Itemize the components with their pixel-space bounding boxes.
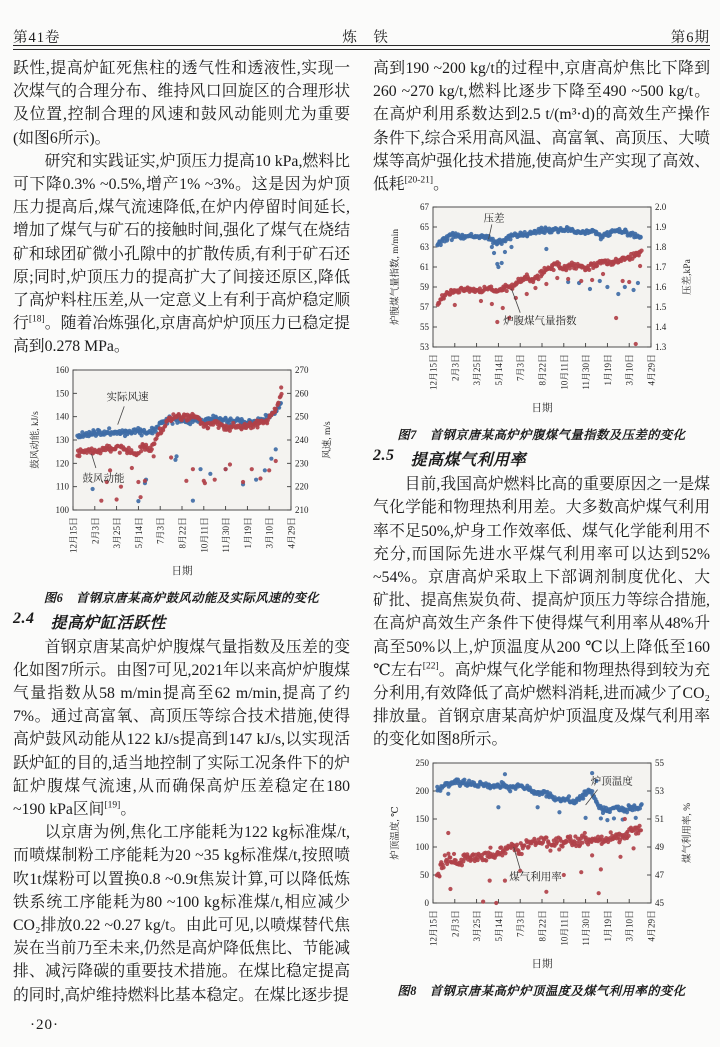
svg-text:炉腹煤气量指数: 炉腹煤气量指数: [503, 316, 577, 328]
section-heading-2-5: [373, 447, 710, 470]
section-heading-2-4: [13, 610, 350, 633]
svg-text:11月30日: 11月30日: [581, 909, 592, 946]
svg-text:10月11日: 10月11日: [559, 909, 570, 946]
svg-text:230: 230: [295, 457, 309, 468]
paragraph: 研究和实践证实,炉顶压力提高10 kPa,燃料比可下降0.3% ~0.5%,增产1% ~3%。这是因为炉顶压力提高后,煤气流速降低,在炉内停留时间延长,增加了煤气与矿石的接触时间,强化了煤气在烧结矿和球团矿微小孔隙中的扩散传质,有利于矿石还原;同时,炉顶压力的提高扩大了间接还原区,降低了高炉料柱压差,从一定意义上有利于高炉稳定顺行[18]。随着冶炼强化,京唐高炉炉顶压力已稳定提高到0.278 MPa。: [13, 152, 350, 356]
svg-text:风速, m/s: 风速, m/s: [323, 420, 333, 459]
svg-text:100: 100: [415, 841, 429, 852]
figure6-caption: 图6 首钢京唐某高炉鼓风动能及实际风速的变化: [43, 590, 320, 605]
svg-text:250: 250: [415, 757, 429, 768]
svg-text:3月10日: 3月10日: [264, 516, 275, 549]
svg-text:55: 55: [655, 757, 664, 768]
figure7-scatter-chart: [385, 199, 710, 424]
svg-text:150: 150: [415, 813, 429, 824]
paragraph: 首钢京唐某高炉炉腹煤气量指数及压差的变化如图7所示。由图7可见,2021年以来高炉炉腹煤气量指数从58 m/min提高至62 m/min,提高了约7%。通过高富氧、高顶压等综合技术措施,使得高炉鼓风动能从122 kJ/s提高到147 kJ/s,以实现活跃炉缸的目的,适当地控制了实际工况条件下的炉缸炉腹煤气流速,从而确保高炉压差稳定在180 ~190 kPa区间[19]。: [13, 638, 350, 819]
right-column: [373, 57, 710, 1007]
svg-text:鼓风动能: 鼓风动能: [82, 472, 125, 484]
page-number: ·20·: [30, 1017, 59, 1033]
svg-text:3月10日: 3月10日: [624, 354, 635, 386]
svg-text:8月22日: 8月22日: [537, 354, 548, 386]
figure7-caption: 图7 首钢京唐某高炉炉腹煤气量指数及压差的变化: [397, 428, 686, 443]
svg-text:65: 65: [420, 222, 429, 233]
svg-text:45: 45: [655, 897, 664, 908]
svg-text:7月3日: 7月3日: [515, 909, 526, 937]
svg-text:12月15日: 12月15日: [68, 516, 79, 553]
svg-text:3月10日: 3月10日: [624, 909, 635, 942]
svg-text:260: 260: [295, 387, 309, 398]
svg-text:110: 110: [55, 481, 69, 492]
svg-text:10月11日: 10月11日: [559, 354, 570, 390]
svg-text:4月29日: 4月29日: [286, 516, 297, 549]
svg-text:49: 49: [655, 841, 664, 852]
svg-text:5月14日: 5月14日: [493, 909, 504, 942]
page-header: [13, 26, 710, 47]
svg-text:240: 240: [295, 434, 309, 445]
svg-text:1.3: 1.3: [655, 342, 667, 353]
svg-text:150: 150: [55, 387, 69, 398]
paragraph: 跃性,提高炉缸死焦柱的透气性和透液性,实现一次煤气的合理分布、维持风口回旋区的合理形状及位置,控制合理的风速和鼓风动能则尤为重要(如图6所示)。: [13, 60, 350, 147]
svg-text:220: 220: [295, 481, 309, 492]
figure8-caption: 图8 首钢京唐某高炉炉顶温度及煤气利用率的变化: [397, 983, 686, 998]
svg-text:1月19日: 1月19日: [602, 354, 613, 386]
svg-text:100: 100: [55, 504, 69, 515]
paragraph: 目前,我国高炉燃料比高的重要原因之一是煤气化学能和物理热利用差。大多数高炉煤气利用率不足50%,炉身工作效率低、煤气化学能利用不充分,而国际先进水平煤气利用率可以达到52% ~54%。京唐高炉采取上下部调剂制度优化、大矿批、提高焦炭负荷、提高炉顶压力等综合措施,在高炉高效生产条件下使得煤气利用率从48%升高至50%以上,炉顶温度从200 ℃以上降低至160 ℃左右[22]。高炉煤气化学能和物理热得到较为充分利用,有效降低了高炉燃料消耗,进而减少了CO₂排放量。首钢京唐某高炉炉顶温度及煤气利用率的变化如图8所示。: [373, 476, 710, 749]
svg-text:130: 130: [55, 434, 69, 445]
svg-text:270: 270: [295, 364, 309, 375]
svg-text:63: 63: [420, 242, 429, 253]
svg-text:日期: 日期: [531, 958, 553, 970]
svg-text:2月3日: 2月3日: [90, 516, 101, 544]
svg-text:鼓风动能, kJ/s: 鼓风动能, kJ/s: [31, 410, 41, 469]
svg-text:8月22日: 8月22日: [537, 909, 548, 942]
svg-text:250: 250: [295, 411, 309, 422]
svg-text:47: 47: [655, 869, 664, 880]
section-title: 提高煤气利用率: [410, 452, 527, 470]
header-double-rule: [13, 45, 710, 50]
svg-text:2.0: 2.0: [655, 202, 667, 213]
svg-text:1.8: 1.8: [655, 242, 667, 253]
svg-text:67: 67: [420, 202, 429, 213]
svg-text:4月29日: 4月29日: [646, 909, 657, 942]
svg-text:3月25日: 3月25日: [112, 516, 123, 549]
figure6: [13, 362, 350, 606]
svg-text:5月14日: 5月14日: [493, 354, 504, 386]
svg-text:160: 160: [55, 364, 69, 375]
svg-text:4月29日: 4月29日: [646, 354, 657, 386]
svg-text:53: 53: [420, 342, 429, 353]
svg-text:压差: 压差: [483, 213, 505, 225]
svg-text:1月19日: 1月19日: [242, 516, 253, 549]
svg-text:炉顶温度: 炉顶温度: [590, 776, 633, 788]
svg-text:200: 200: [415, 785, 429, 796]
section-number: 2.4: [13, 609, 35, 627]
svg-text:11月30日: 11月30日: [221, 516, 232, 553]
svg-text:煤气利用率: 煤气利用率: [509, 871, 562, 883]
svg-text:炉顶温度, ℃: 炉顶温度, ℃: [391, 805, 401, 860]
svg-text:210: 210: [295, 504, 309, 515]
svg-text:1月19日: 1月19日: [602, 909, 613, 942]
paragraph: 以京唐为例,焦化工序能耗为122 kg标准煤/t,而喷煤制粉工序能耗为20 ~35 kg标准煤/t,按照喷吹1t煤粉可以置换0.8 ~0.9t焦炭计算,可以降低炼铁系统工序能耗为80 ~100 kg标准煤/t,相应减少CO₂排放0.22 ~0.27 kg/t。由此可见,以喷煤替代焦炭在当前乃至未来,仍然是高炉降低焦比、节能减排、减污降碳的重要技术措施。在煤比稳定提高的同时,高炉维持燃料比基本稳定。在煤比逐步提: [13, 824, 350, 1004]
svg-text:51: 51: [655, 813, 664, 824]
left-column: [13, 57, 350, 1007]
svg-text:炉腹煤气量指数, m/min: 炉腹煤气量指数, m/min: [391, 229, 401, 326]
figure8: [373, 755, 710, 999]
header-issue: 第6期: [670, 30, 710, 46]
svg-text:1.9: 1.9: [655, 222, 667, 233]
svg-text:2月3日: 2月3日: [450, 909, 461, 937]
svg-text:61: 61: [420, 262, 429, 273]
header-volume: 第41卷: [13, 30, 61, 46]
svg-text:日期: 日期: [531, 403, 553, 415]
svg-text:1.6: 1.6: [655, 282, 667, 293]
svg-text:1.7: 1.7: [655, 262, 667, 273]
svg-text:煤气利用率, %: 煤气利用率, %: [683, 802, 693, 863]
svg-text:57: 57: [420, 302, 429, 313]
svg-text:3月25日: 3月25日: [472, 909, 483, 942]
svg-text:日期: 日期: [171, 565, 193, 577]
svg-text:7月3日: 7月3日: [155, 516, 166, 544]
figure7: [373, 199, 710, 443]
paragraph: 高到190 ~200 kg/t的过程中,京唐高炉焦比下降到260 ~270 kg/t,燃料比逐步下降至490 ~500 kg/t。在高炉利用系数达到2.5 t/(m³·d)的高效生产操作条件下,综合采用高风温、高富氧、高顶压、大喷煤等高炉强化技术措施,使高炉生产实现了高效、低耗[20-21]。: [373, 60, 710, 194]
svg-text:实际风速: 实际风速: [106, 391, 149, 403]
svg-text:53: 53: [655, 785, 664, 796]
svg-text:55: 55: [420, 322, 429, 333]
svg-text:12月15日: 12月15日: [428, 354, 439, 391]
svg-text:50: 50: [420, 869, 429, 880]
svg-text:1.4: 1.4: [655, 322, 667, 333]
svg-text:59: 59: [420, 282, 429, 293]
svg-text:1.5: 1.5: [655, 302, 667, 313]
svg-text:5月14日: 5月14日: [133, 516, 144, 549]
svg-text:140: 140: [55, 411, 69, 422]
svg-text:7月3日: 7月3日: [515, 354, 526, 382]
svg-text:120: 120: [55, 457, 69, 468]
svg-text:3月25日: 3月25日: [472, 354, 483, 386]
figure8-scatter-chart: [385, 755, 710, 980]
svg-text:11月30日: 11月30日: [581, 354, 592, 390]
figure6-scatter-chart: [25, 362, 350, 587]
two-column-body: [13, 57, 710, 1007]
section-title: 提高炉缸活跃性: [50, 614, 167, 632]
svg-text:12月15日: 12月15日: [428, 909, 439, 946]
svg-text:8月22日: 8月22日: [177, 516, 188, 549]
svg-text:压差,kPa: 压差,kPa: [683, 259, 693, 296]
svg-text:10月11日: 10月11日: [199, 516, 210, 553]
svg-text:0: 0: [424, 897, 429, 908]
svg-text:2月3日: 2月3日: [450, 354, 461, 382]
header-journal-title: 炼 铁: [342, 30, 389, 46]
section-number: 2.5: [373, 447, 395, 465]
